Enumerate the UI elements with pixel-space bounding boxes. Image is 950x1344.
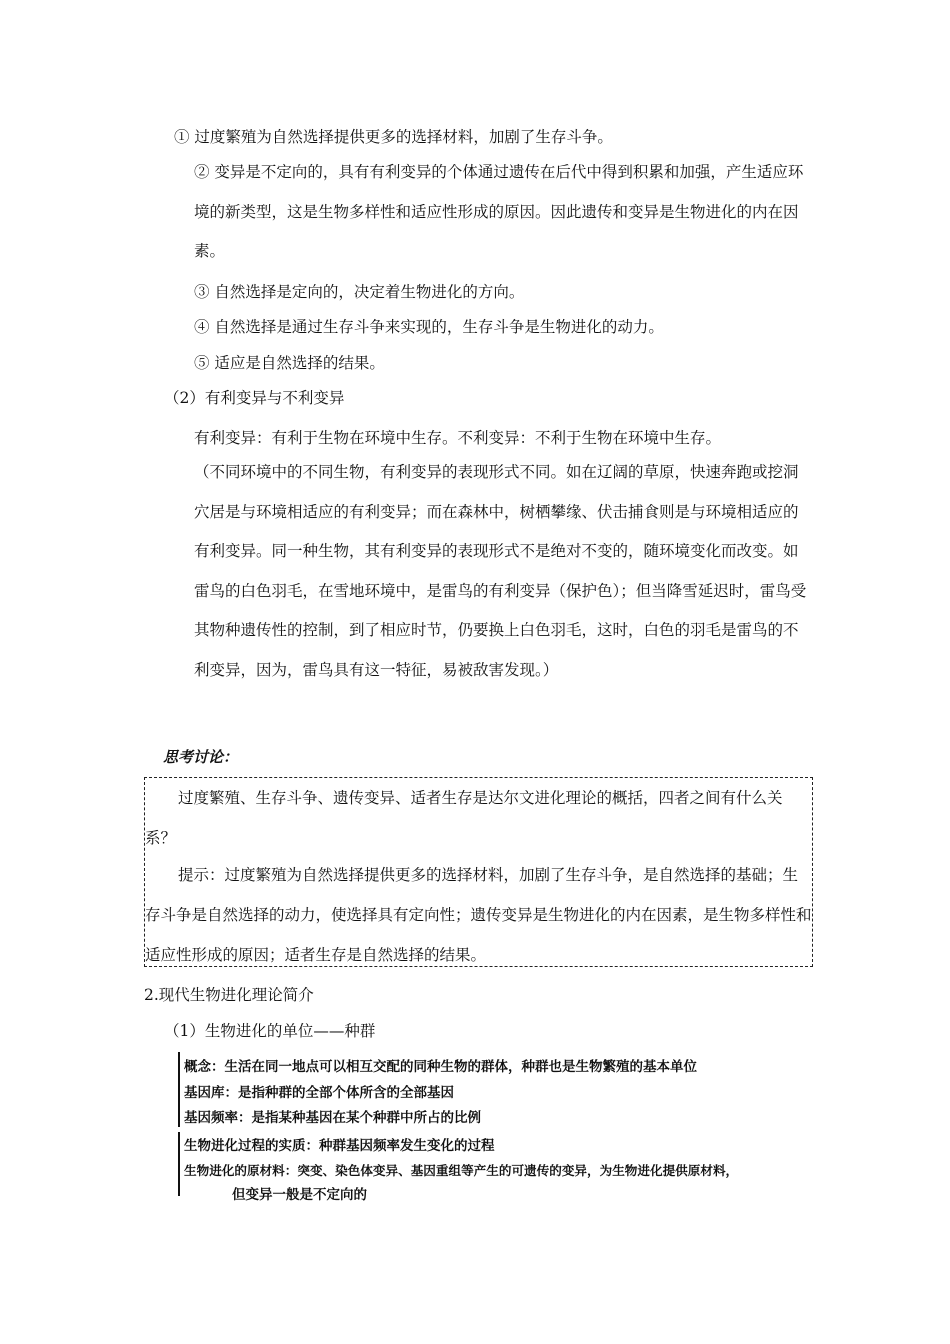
discussion-question: 过度繁殖、生存斗争、遗传变异、适者生存是达尔文进化理论的概括，四者之间有什么关系？: [145, 789, 783, 847]
point-2: ② 变异是不定向的，具有有利变异的个体通过遗传在后代中得到积累和加强，产生适应环境的新类型，这是生物多样性和适应性形成的原因。因此遗传和变异是生物进化的内在因素。: [194, 163, 804, 260]
note-material-1: 生物进化的原材料：突变、染色体变异、基因重组等产生的可遗传的变异，为生物进化提供原材料，: [184, 1163, 739, 1178]
note-gene-pool: 基因库：是指种群的全部个体所含的全部基因: [184, 1085, 454, 1101]
note-essence: 生物进化过程的实质：种群基因频率发生变化的过程: [184, 1138, 495, 1154]
point-1: ① 过度繁殖为自然选择提供更多的选择材料，加剧了生存斗争。: [174, 128, 613, 146]
point-3: ③ 自然选择是定向的，决定着生物进化的方向。: [194, 283, 525, 301]
section-favorable-variation-title: （2）有利变异与不利变异: [164, 389, 345, 407]
brace-line-1: [178, 1052, 180, 1127]
discussion-hint: 提示：过度繁殖为自然选择提供更多的选择材料，加剧了生存斗争，是自然选择的基础；生存斗争是自然选择的动力，使选择具有定向性；遗传变异是生物进化的内在因素，是生物多样性和适应性形成的原因；适者生存是自然选择的结果。: [145, 866, 812, 964]
note-concept: 概念：生活在同一地点可以相互交配的同种生物的群体，种群也是生物繁殖的基本单位: [184, 1059, 697, 1075]
note-gene-frequency: 基因频率：是指某种基因在某个种群中所占的比例: [184, 1110, 481, 1126]
favorable-definition: 有利变异：有利于生物在环境中生存。不利变异：不利于生物在环境中生存。: [194, 429, 722, 447]
discussion-box: [144, 777, 813, 967]
think-discussion-title: 思考讨论：: [163, 748, 239, 766]
brace-line-2: [178, 1132, 180, 1196]
modern-theory-heading: 2.现代生物进化理论简介: [144, 986, 314, 1004]
note-material-2: 但变异一般是不定向的: [232, 1187, 367, 1203]
population-unit-title: （1）生物进化的单位——种群: [164, 1022, 376, 1040]
point-5: ⑤ 适应是自然选择的结果。: [194, 354, 385, 372]
favorable-note: （不同环境中的不同生物，有利变异的表现形式不同。如在辽阔的草原，快速奔跑或挖洞穴居是与环境相适应的有利变异；而在森林中，树栖攀缘、伏击捕食则是与环境相适应的有利变异。同一种生物，其有利变异的表现形式不是绝对不变的，随环境变化而改变。如雷鸟的白色羽毛，在雪地环境中，是雷鸟的有利变异（保护色）；但当降雪延迟时，雷鸟受其物种遗传性的控制，到了相应时节，仍要换上白色羽毛，这时，白色的羽毛是雷鸟的不利变异，因为，雷鸟具有这一特征，易被敌害发现。）: [194, 463, 807, 679]
point-4: ④ 自然选择是通过生存斗争来实现的，生存斗争是生物进化的动力。: [194, 318, 664, 336]
